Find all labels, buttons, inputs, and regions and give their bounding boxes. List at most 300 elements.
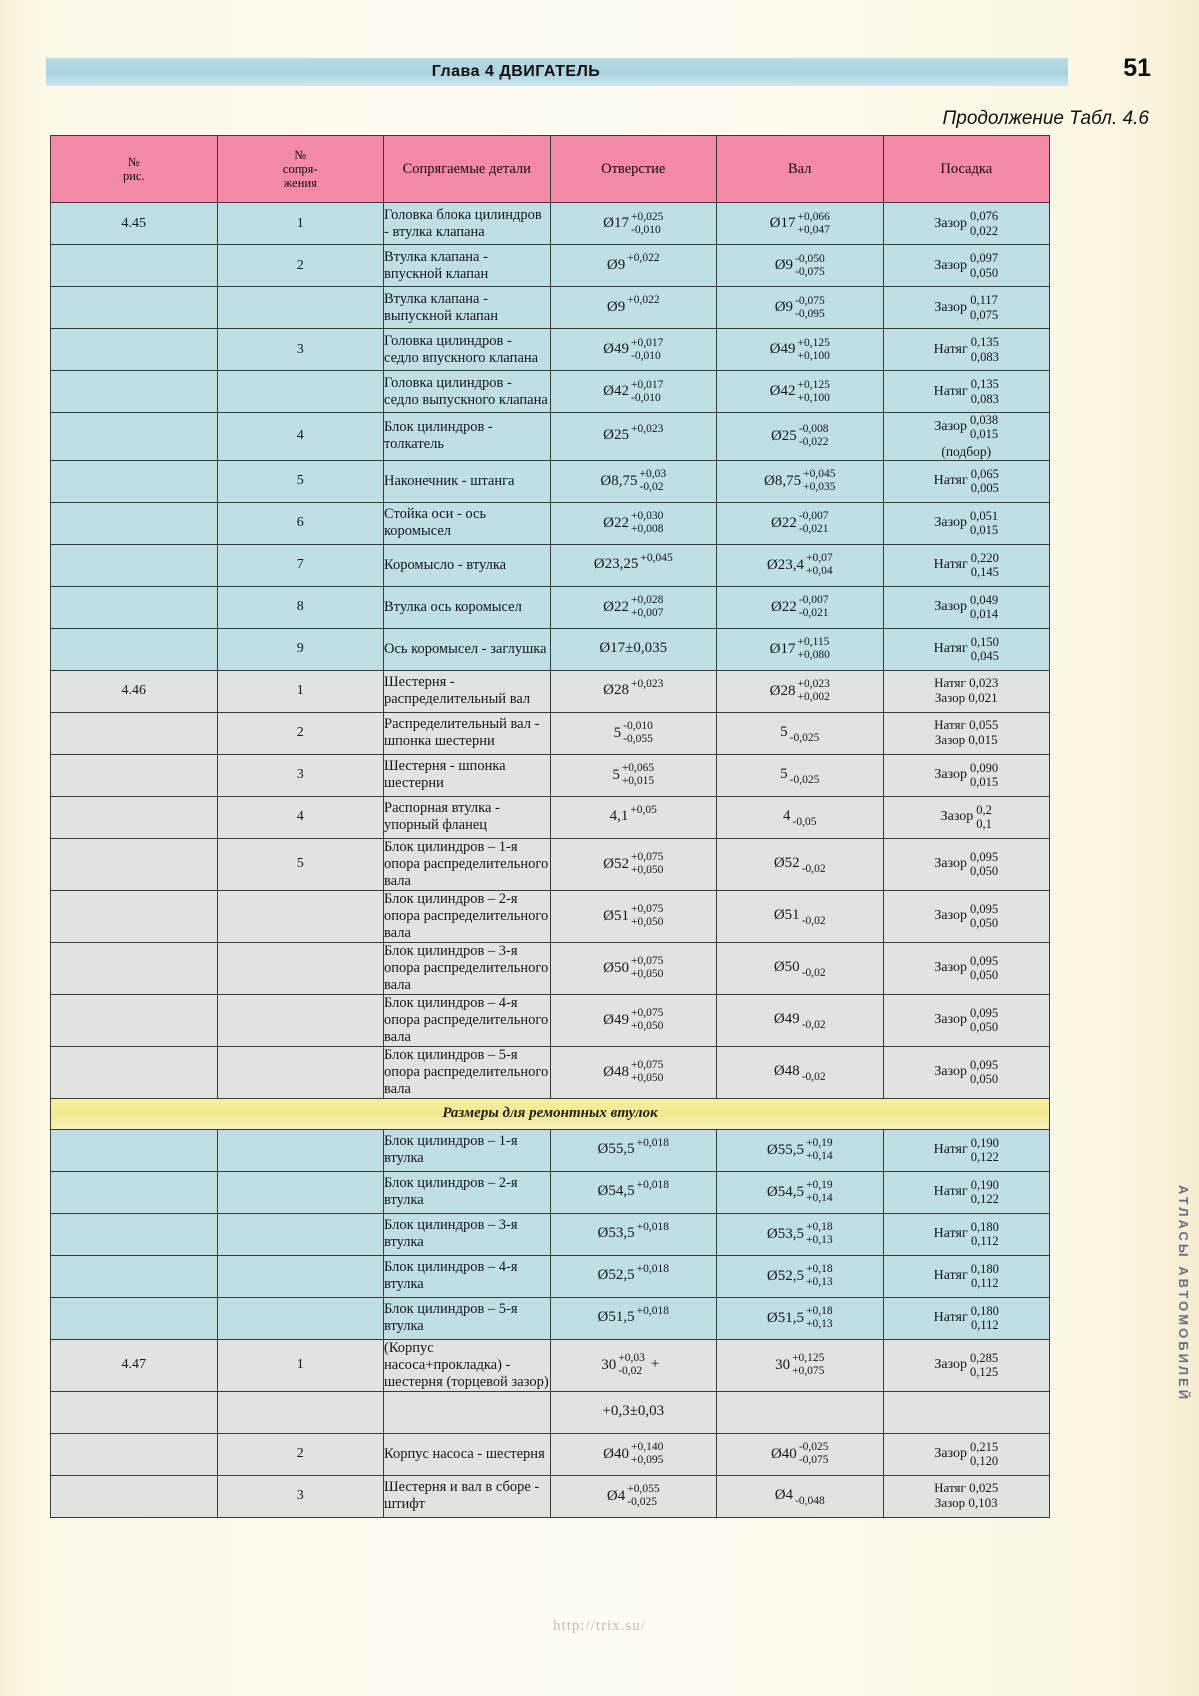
nominal-size: Ø22	[603, 598, 629, 615]
nominal-size: 5	[613, 724, 622, 741]
fit-value-lines: Натяг 0,023 Зазор 0,021	[934, 674, 999, 706]
cell-fit	[883, 413, 1050, 461]
tolerance-pair: +0,030 +0,008	[630, 510, 664, 535]
cell-mating-number: 2	[217, 1433, 384, 1475]
nominal-size: Ø52	[773, 855, 800, 872]
tolerance-lower: -0,02	[801, 914, 826, 927]
cell-figure	[51, 1297, 218, 1339]
dimension-value	[770, 678, 830, 704]
tolerance-pair: +0,075 +0,050	[630, 955, 664, 980]
fit-range: 0,097 0,050	[970, 251, 999, 280]
nominal-size: Ø50	[603, 959, 629, 976]
dimension-value	[767, 1221, 833, 1247]
tolerance-lower: -0,02	[801, 862, 826, 875]
cell-shaft	[717, 1339, 884, 1391]
tolerance-pair: +0,07 +0,04	[805, 552, 833, 577]
cell-hole	[550, 628, 717, 670]
dimension-value	[603, 955, 663, 981]
cell-shaft	[717, 942, 884, 994]
cell-mating-number: 3	[217, 754, 384, 796]
nominal-size: Ø50	[773, 959, 800, 976]
fit-value	[934, 551, 999, 580]
column-header-figure-line2: рис.	[122, 169, 145, 183]
cell-figure	[51, 942, 218, 994]
dimension-value	[607, 1483, 660, 1509]
dimension-value	[603, 1007, 663, 1033]
fit-type-label: Зазор	[934, 1357, 968, 1372]
cell-fit	[883, 754, 1050, 796]
nominal-size: Ø42	[603, 383, 629, 399]
tolerance-pair: +0,017 -0,010	[630, 378, 664, 404]
fit-value	[934, 850, 998, 879]
dimension-value	[606, 294, 660, 315]
fit-range: 0,285 0,125	[970, 1350, 999, 1379]
tolerance-upper: +0,023	[630, 423, 664, 436]
cell-fit	[883, 544, 1050, 586]
cell-mating-number: 3	[217, 1475, 384, 1517]
dimension-value	[609, 803, 657, 825]
fit-range: 0,095 0,050	[970, 1057, 999, 1086]
cell-mating-number	[217, 371, 384, 413]
fit-type-label: Зазор	[934, 856, 968, 871]
tolerance-pair: +0,125 +0,100	[797, 378, 830, 404]
nominal-size: 4,1	[609, 808, 629, 825]
fit-type-label: Натяг	[933, 1226, 968, 1241]
dimension-value	[603, 1441, 663, 1467]
dimension-value	[599, 641, 667, 656]
cell-shaft	[717, 796, 884, 838]
nominal-size: 5	[612, 766, 620, 783]
dimension-value	[603, 594, 663, 620]
cell-mating-number	[217, 1213, 384, 1255]
fit-value	[934, 293, 998, 322]
tolerance-pair: +0,115 +0,080	[797, 636, 830, 661]
cell-part-names: Блок цилиндров – 4-я опора распределительного вала	[384, 994, 549, 1045]
cell-fit	[883, 1433, 1050, 1475]
cell-mating-number	[217, 1171, 384, 1213]
table-row	[51, 287, 1050, 329]
nominal-size: Ø48	[773, 1063, 800, 1080]
tolerance-pair: -0,008 -0,022	[798, 423, 829, 449]
cell-fit	[883, 712, 1050, 754]
fit-range: 0,038 0,015	[970, 413, 999, 442]
cell-part-names: Блок цилиндров – 1-я опора распределительного вала	[384, 838, 549, 889]
cell-fit	[883, 838, 1050, 890]
tolerance-pair: +0,125 +0,100	[797, 336, 830, 362]
fit-type-label: Зазор	[934, 419, 968, 435]
dimension-value	[773, 907, 826, 927]
cell-fit	[883, 628, 1050, 670]
dimension-value	[603, 677, 664, 699]
tolerance-pair: -0,007 -0,021	[798, 594, 829, 619]
cell-figure	[51, 712, 218, 754]
fit-value	[934, 1178, 999, 1207]
nominal-size: Ø53,5	[597, 1225, 635, 1242]
cell-part-names: Блок цилиндров – 3-я втулка	[384, 1213, 551, 1255]
tolerance-upper: +0,045	[640, 551, 673, 564]
cell-figure	[51, 1475, 218, 1517]
column-header-shaft: Вал	[717, 136, 884, 203]
cell-mating-number	[217, 942, 384, 994]
section-band-repair-bushings	[51, 1098, 1050, 1129]
cell-figure	[51, 994, 218, 1046]
dimension-value	[603, 337, 663, 363]
fit-value	[934, 1058, 998, 1087]
nominal-size: Ø52	[603, 855, 629, 872]
cell-fit	[883, 460, 1050, 502]
dimension-value	[767, 1305, 833, 1331]
nominal-size: Ø17	[603, 215, 629, 231]
cell-mating-number	[217, 1255, 384, 1297]
cell-part-names: Втулка ось коромысел	[384, 586, 551, 628]
cell-shaft	[717, 203, 884, 245]
cell-figure	[51, 1129, 218, 1171]
tolerance-pair: -0,075 -0,095	[795, 294, 825, 320]
table-row	[51, 628, 1050, 670]
table-row	[51, 1475, 1050, 1517]
nominal-size: Ø51	[603, 907, 629, 924]
dimension-value	[612, 762, 654, 788]
cell-figure	[51, 838, 218, 890]
nominal-size: Ø9	[774, 299, 794, 315]
cell-mating-number	[217, 890, 384, 942]
cell-fit	[883, 329, 1050, 371]
cell-shaft	[717, 838, 884, 890]
fit-value	[934, 902, 998, 931]
dimension-value	[774, 1487, 825, 1507]
cell-fit	[883, 1046, 1050, 1098]
cell-figure	[51, 413, 218, 461]
cell-figure: 4.45	[51, 203, 218, 245]
fit-type-label: Зазор	[934, 299, 968, 315]
cell-mating-number: 8	[217, 586, 384, 628]
fit-type-label: Зазор	[934, 215, 968, 231]
clearance-fit-table	[50, 135, 1050, 1518]
tolerance-pair: +0,023 +0,002	[797, 678, 830, 703]
table-row	[51, 1046, 1050, 1098]
cell-hole	[550, 1433, 717, 1475]
fit-range: 0,051 0,015	[970, 508, 999, 537]
fit-type-label: Натяг	[933, 557, 968, 572]
cell-fit	[883, 1339, 1050, 1391]
dimension-value	[603, 211, 663, 237]
dimension-value	[780, 766, 820, 786]
tolerance-pair: +0,075 +0,050	[630, 851, 664, 876]
dimension-value	[770, 211, 830, 237]
cell-part-names: Блок цилиндров - толкатель	[384, 413, 551, 461]
tolerance-pair: +0,140 +0,095	[630, 1441, 664, 1466]
cell-hole	[550, 1475, 717, 1517]
tolerance-upper: +0,018	[636, 1262, 669, 1275]
nominal-size: Ø17±0,035	[599, 640, 668, 657]
nominal-size: Ø23,4	[766, 556, 804, 573]
cell-shaft	[717, 502, 884, 544]
cell-fit	[883, 502, 1050, 544]
cell-hole	[550, 1046, 717, 1098]
table-row	[51, 1433, 1050, 1475]
cell-figure	[51, 1255, 218, 1297]
fit-range: 0,150 0,045	[970, 634, 999, 663]
table-row	[51, 754, 1050, 796]
cell-hole	[550, 203, 717, 245]
tolerance-pair: +0,066 +0,047	[797, 210, 830, 236]
dimension-value	[771, 1441, 829, 1467]
cell-part-names: Втулка клапана - впускной клапан	[384, 245, 551, 287]
nominal-size: Ø49	[773, 1011, 800, 1028]
cell-mating-number: 2	[217, 712, 384, 754]
cell-mating-number	[217, 1297, 384, 1339]
cell-shaft	[717, 670, 884, 712]
dimension-value	[767, 552, 833, 578]
nominal-size: 5	[780, 724, 788, 741]
nominal-size: 30	[775, 1356, 791, 1373]
cell-figure	[51, 245, 218, 287]
tolerance-lower: -0,02	[801, 1018, 826, 1031]
cell-fit	[883, 287, 1050, 329]
cell-hole	[550, 1339, 717, 1391]
cell-part-names: (Корпус насоса+прокладка) - шестерня (торцевой зазор)	[384, 1339, 549, 1390]
cell-part-names: Коромысло - втулка	[384, 544, 551, 586]
fit-value	[934, 509, 998, 538]
fit-range: 0,095 0,050	[970, 849, 999, 878]
cell-shaft	[717, 1433, 884, 1475]
tolerance-pair: +0,075 +0,050	[630, 903, 664, 928]
nominal-size: Ø9	[606, 256, 626, 273]
column-header-mating-line2: сопря-	[282, 162, 318, 176]
table-row	[51, 796, 1050, 838]
dimension-value	[775, 295, 825, 321]
cell-part-names	[384, 1391, 551, 1433]
nominal-size: Ø48	[603, 1063, 629, 1080]
cell-shaft	[717, 712, 884, 754]
table-header-row	[51, 136, 1050, 203]
cell-hole	[550, 1213, 717, 1255]
cell-shaft	[717, 329, 884, 371]
nominal-size: Ø22	[603, 514, 629, 531]
nominal-size: Ø28	[603, 682, 629, 699]
cell-shaft	[717, 1046, 884, 1098]
cell-fit	[883, 1171, 1050, 1213]
fit-type-label: Зазор	[934, 767, 968, 782]
nominal-size: Ø17	[769, 215, 796, 231]
fit-range: 0,190 0,122	[970, 1135, 999, 1164]
nominal-size: Ø49	[769, 341, 796, 357]
table-row	[51, 1255, 1050, 1297]
fit-type-label: Натяг	[933, 473, 968, 488]
dimension-value	[597, 1136, 669, 1158]
table-row	[51, 1339, 1050, 1391]
table-row	[51, 544, 1050, 586]
fit-note: (подбор)	[941, 443, 992, 459]
cell-fit	[883, 245, 1050, 287]
cell-shaft	[717, 1391, 884, 1433]
table-row	[51, 942, 1050, 994]
cell-hole	[550, 502, 717, 544]
nominal-size: Ø4	[606, 1487, 626, 1504]
cell-mating-number: 1	[217, 670, 384, 712]
nominal-size: Ø40	[770, 1445, 797, 1462]
cell-shaft	[717, 628, 884, 670]
cell-shaft	[717, 287, 884, 329]
dimension-value	[614, 720, 653, 746]
cell-figure	[51, 1213, 218, 1255]
column-header-mating-number	[217, 136, 384, 203]
nominal-size: Ø17	[769, 640, 796, 657]
nominal-size: Ø53,5	[766, 1225, 804, 1242]
column-header-figure	[51, 136, 218, 203]
cell-shaft	[717, 1297, 884, 1339]
fit-type-label: Зазор	[940, 809, 974, 824]
dimension-value	[767, 1263, 833, 1289]
cell-figure	[51, 329, 218, 371]
cell-hole	[550, 712, 717, 754]
table-row	[51, 712, 1050, 754]
cell-fit	[883, 1391, 1050, 1433]
nominal-size: +0,3±0,03	[602, 1403, 665, 1420]
cell-figure	[51, 754, 218, 796]
cell-shaft	[717, 371, 884, 413]
dimension-value	[773, 1011, 826, 1031]
cell-part-names: Распределительный вал - шпонка шестерни	[384, 712, 551, 754]
cell-mating-number: 3	[217, 329, 384, 371]
dimension-value	[603, 851, 663, 877]
fit-type-label: Натяг	[933, 1268, 968, 1283]
tolerance-pair: +0,03 -0,02	[618, 1352, 645, 1377]
fit-value-lines: Натяг 0,055 Зазор 0,015	[934, 716, 999, 748]
fit-range: 0,180 0,112	[970, 1261, 999, 1290]
cell-part-names: Блок цилиндров – 1-я втулка	[384, 1129, 551, 1171]
dimension-value	[767, 1137, 833, 1163]
cell-shaft	[717, 1213, 884, 1255]
cell-part-names: Блок цилиндров – 5-я опора распределительного вала	[384, 1046, 549, 1097]
cell-shaft	[717, 890, 884, 942]
cell-hole	[550, 1391, 717, 1433]
nominal-size: Ø54,5	[597, 1183, 635, 1200]
dimension-value	[770, 337, 830, 363]
fit-type-label: Натяг	[933, 341, 968, 357]
cell-figure	[51, 1433, 218, 1475]
fit-range: 0,117 0,075	[970, 293, 999, 322]
table-row	[51, 329, 1050, 371]
cell-fit	[883, 890, 1050, 942]
fit-value	[934, 1006, 998, 1035]
page-number: 51	[1123, 54, 1151, 82]
nominal-size: Ø42	[769, 383, 796, 399]
cell-part-names: Блок цилиндров – 3-я опора распределительного вала	[384, 942, 549, 993]
tolerance-pair: +0,025 -0,010	[630, 210, 664, 236]
dimension-value	[773, 1063, 826, 1083]
tolerance-pair: +0,055 -0,025	[627, 1483, 660, 1508]
cell-part-names: Шестерня и вал в сборе - штифт	[384, 1475, 551, 1517]
nominal-size: Ø9	[606, 298, 626, 315]
plus-operator: +	[650, 1356, 660, 1373]
fit-range: 0,135 0,083	[970, 377, 999, 406]
cell-figure	[51, 460, 218, 502]
cell-mating-number	[217, 1391, 384, 1433]
tolerance-lower: -0,05	[792, 815, 817, 828]
fit-value	[934, 413, 998, 442]
cell-part-names: Стойка оси - ось коромысел	[384, 502, 551, 544]
nominal-size: Ø25	[770, 427, 797, 444]
cell-mating-number: 9	[217, 628, 384, 670]
cell-mating-number: 1	[217, 1339, 384, 1391]
cell-hole	[550, 838, 717, 890]
nominal-size: 5	[780, 766, 788, 783]
fit-type-label: Зазор	[934, 1446, 968, 1461]
cell-fit	[883, 1213, 1050, 1255]
table-row	[51, 245, 1050, 287]
cell-hole	[550, 890, 717, 942]
tolerance-pair: +0,18 +0,13	[805, 1263, 833, 1288]
cell-shaft	[717, 1475, 884, 1517]
fit-value	[934, 209, 998, 238]
cell-shaft	[717, 994, 884, 1046]
cell-part-names: Головка блока цилиндров - втулка клапана	[384, 203, 551, 245]
cell-part-names: Блок цилиндров – 5-я втулка	[384, 1297, 551, 1339]
tolerance-pair: -0,050 -0,075	[795, 252, 825, 278]
cell-hole	[550, 1171, 717, 1213]
cell-shaft	[717, 754, 884, 796]
dimension-value	[603, 510, 663, 536]
fit-type-label: Натяг	[933, 383, 968, 399]
cell-mating-number	[217, 287, 384, 329]
cell-figure	[51, 1046, 218, 1098]
dimension-value	[783, 808, 817, 828]
tolerance-upper: +0,018	[636, 1304, 669, 1317]
table-row	[51, 670, 1050, 712]
fit-range: 0,220 0,145	[970, 550, 999, 579]
fit-range: 0,095 0,050	[970, 901, 999, 930]
tolerance-pair: +0,03 -0,02	[639, 468, 667, 493]
cell-mating-number	[217, 1129, 384, 1171]
dimension-value	[773, 855, 826, 875]
cell-part-names: Ось коромысел - заглушка	[384, 628, 551, 670]
nominal-size: Ø8,75	[600, 472, 638, 489]
dimension-value	[597, 1262, 669, 1284]
nominal-size: Ø28	[769, 682, 796, 699]
dimension-value	[603, 379, 663, 405]
tolerance-upper: +0,018	[636, 1220, 669, 1233]
dimension-value	[597, 1304, 669, 1326]
cell-shaft	[717, 460, 884, 502]
cell-mating-number: 6	[217, 502, 384, 544]
nominal-size: Ø23,25	[593, 556, 639, 573]
fit-value-lines: Натяг 0,025 Зазор 0,103	[934, 1479, 999, 1511]
dimension-value	[600, 468, 666, 494]
cell-part-names: Блок цилиндров – 2-я втулка	[384, 1171, 551, 1213]
table-body	[51, 203, 1050, 1518]
nominal-size: Ø4	[774, 1487, 794, 1504]
table-header	[51, 136, 1050, 203]
nominal-size: Ø51,5	[766, 1309, 804, 1326]
fit-range: 0,2 0,1	[976, 802, 992, 831]
fit-value	[934, 1304, 999, 1333]
cell-mating-number: 5	[217, 460, 384, 502]
cell-hole	[550, 371, 717, 413]
nominal-size: Ø51	[773, 907, 800, 924]
cell-fit	[883, 796, 1050, 838]
dimension-value	[771, 594, 829, 620]
cell-figure	[51, 287, 218, 329]
cell-hole	[550, 796, 717, 838]
fit-type-label: Натяг	[933, 1310, 968, 1325]
cell-mating-number: 4	[217, 796, 384, 838]
fit-value	[934, 635, 999, 664]
nominal-size: Ø52,5	[766, 1267, 804, 1284]
column-header-hole: Отверстие	[550, 136, 717, 203]
table-continuation-label: Продолжение Табл. 4.6	[942, 108, 1149, 129]
cell-part-names: Корпус насоса - шестерня	[384, 1433, 551, 1475]
